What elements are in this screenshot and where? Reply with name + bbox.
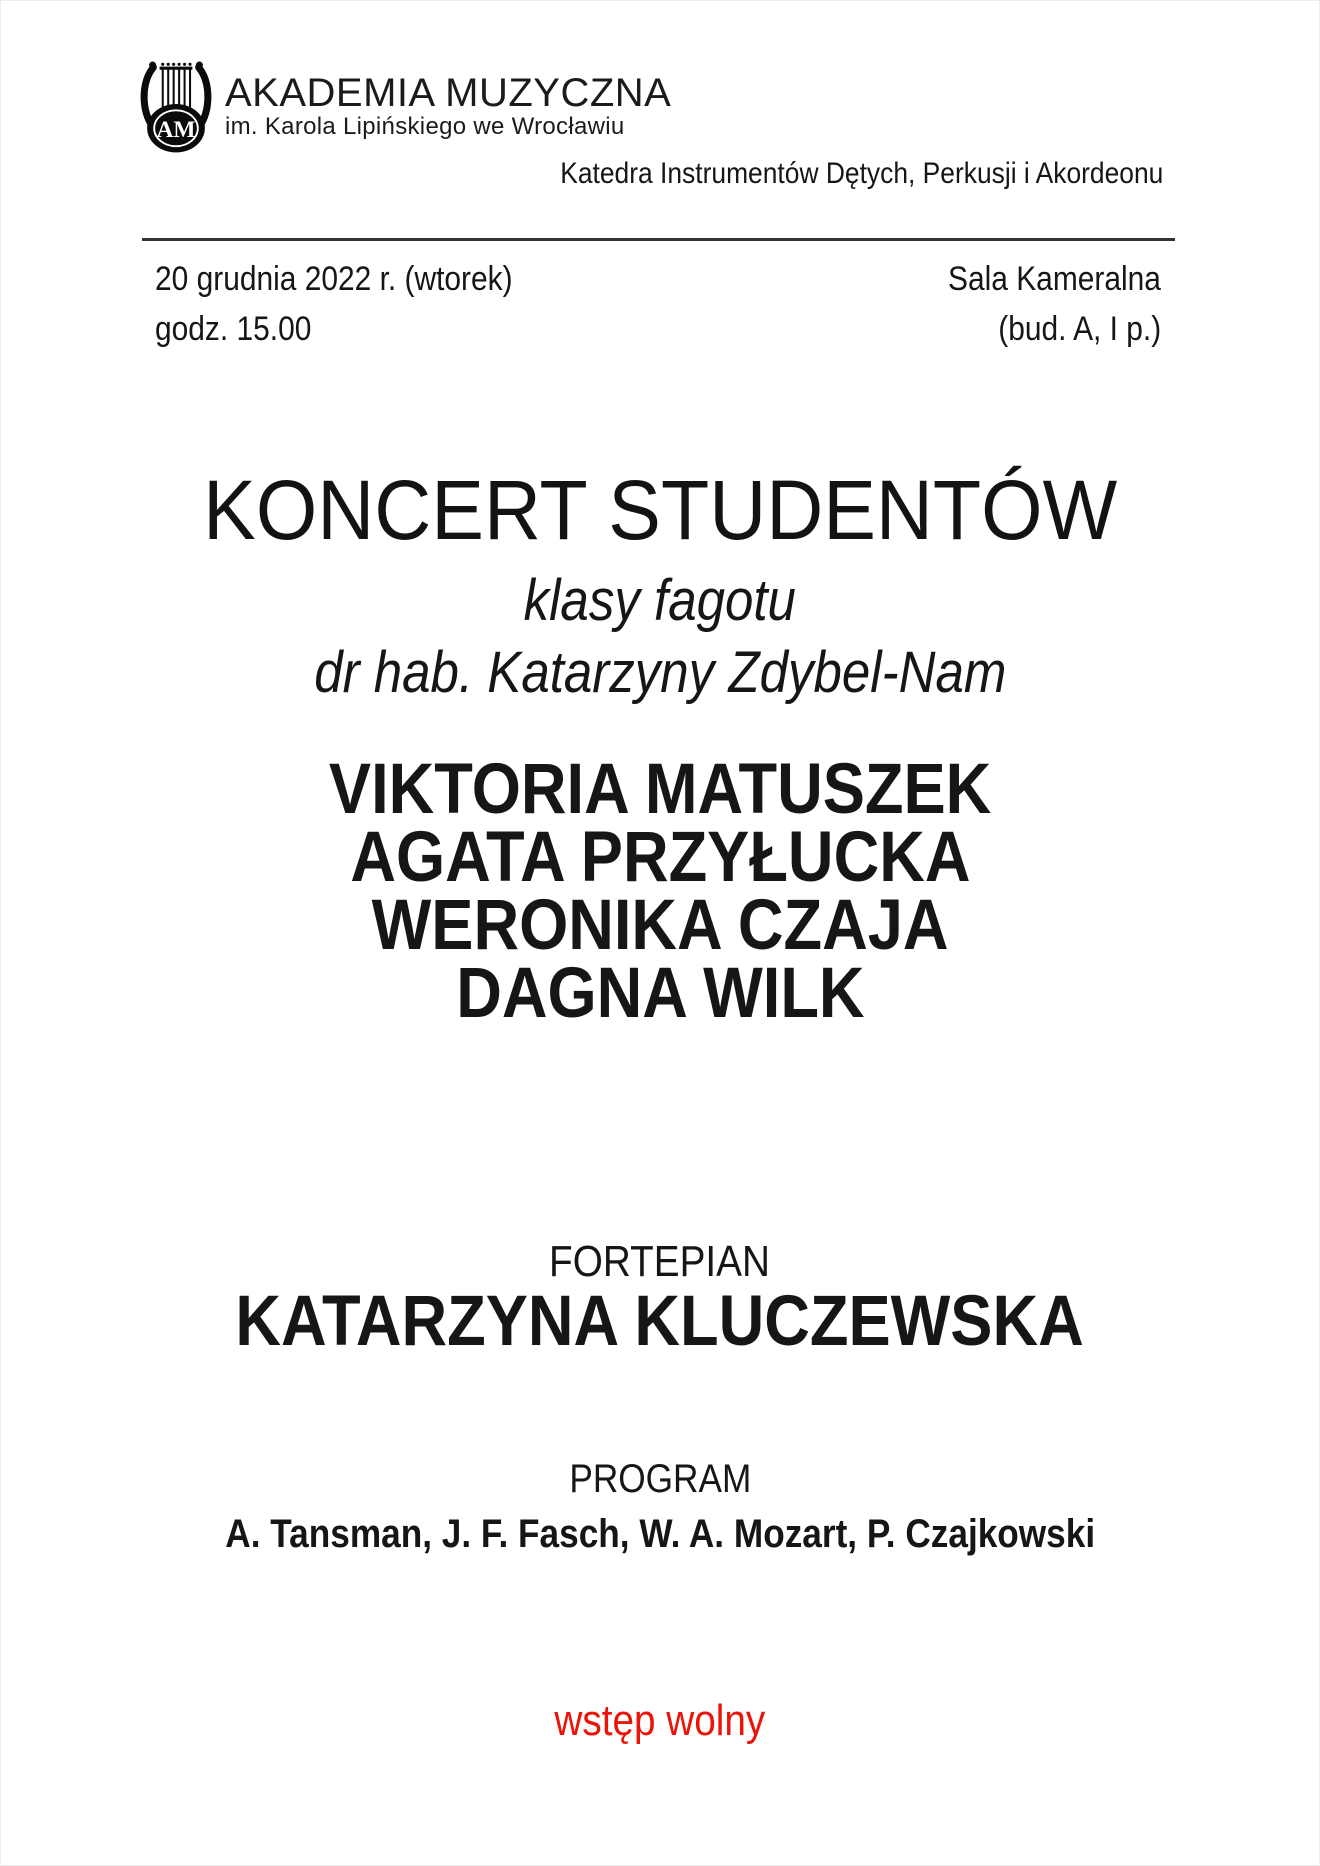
class-name: klasy fagotu — [523, 568, 797, 633]
institution-name: AKADEMIA MUZYCZNA — [225, 71, 672, 115]
program-composers: A. Tansman, J. F. Fasch, W. A. Mozart, P. Czajkowski — [225, 1512, 1095, 1556]
admission-text: wstęp wolny — [554, 1696, 766, 1745]
class-line-1 — [1, 568, 1319, 633]
program-label: PROGRAM — [569, 1457, 751, 1501]
student-name-text: AGATA PRZYŁUCKA — [349, 818, 971, 897]
student-name — [1, 954, 1319, 1033]
event-time: godz. 15.00 — [155, 310, 312, 348]
admission-note — [1, 1696, 1319, 1745]
lyre-icon — [137, 57, 215, 155]
accompanist-name-line — [1, 1282, 1319, 1361]
student-name-text: WERONIKA CZAJA — [371, 886, 949, 965]
student-name-text: DAGNA WILK — [455, 954, 865, 1033]
concert-title: KONCERT STUDENTÓW — [203, 463, 1117, 557]
header-divider — [142, 238, 1175, 241]
accompanist-name: KATARZYNA KLUCZEWSKA — [235, 1282, 1085, 1361]
department-text: Katedra Instrumentów Dętych, Perkusji i Akordeonu — [559, 157, 1163, 190]
event-date: 20 grudnia 2022 r. (wtorek) — [155, 260, 513, 298]
program-composers-line — [1, 1514, 1319, 1554]
program-label-line — [1, 1459, 1319, 1499]
event-info-row-1 — [155, 262, 1161, 296]
students-list — [1, 750, 1319, 1033]
accompanist-role-line — [1, 1237, 1319, 1286]
student-name — [1, 886, 1319, 965]
student-name-text: VIKTORIA MATUSZEK — [328, 750, 992, 829]
student-name — [1, 818, 1319, 897]
svg-text:AM: AM — [156, 116, 196, 143]
department-line — [478, 159, 1163, 189]
concert-title-line — [1, 463, 1319, 557]
institution-subtitle: im. Karola Lipińskiego we Wrocławiu — [225, 113, 625, 140]
class-line-2 — [1, 640, 1319, 705]
event-info-row-2 — [155, 312, 1161, 346]
event-venue-detail: (bud. A, I p.) — [998, 310, 1161, 348]
student-name — [1, 750, 1319, 829]
class-teacher: dr hab. Katarzyny Zdybel-Nam — [313, 640, 1007, 705]
event-venue: Sala Kameralna — [948, 260, 1161, 298]
accompanist-role: FORTEPIAN — [549, 1237, 771, 1286]
